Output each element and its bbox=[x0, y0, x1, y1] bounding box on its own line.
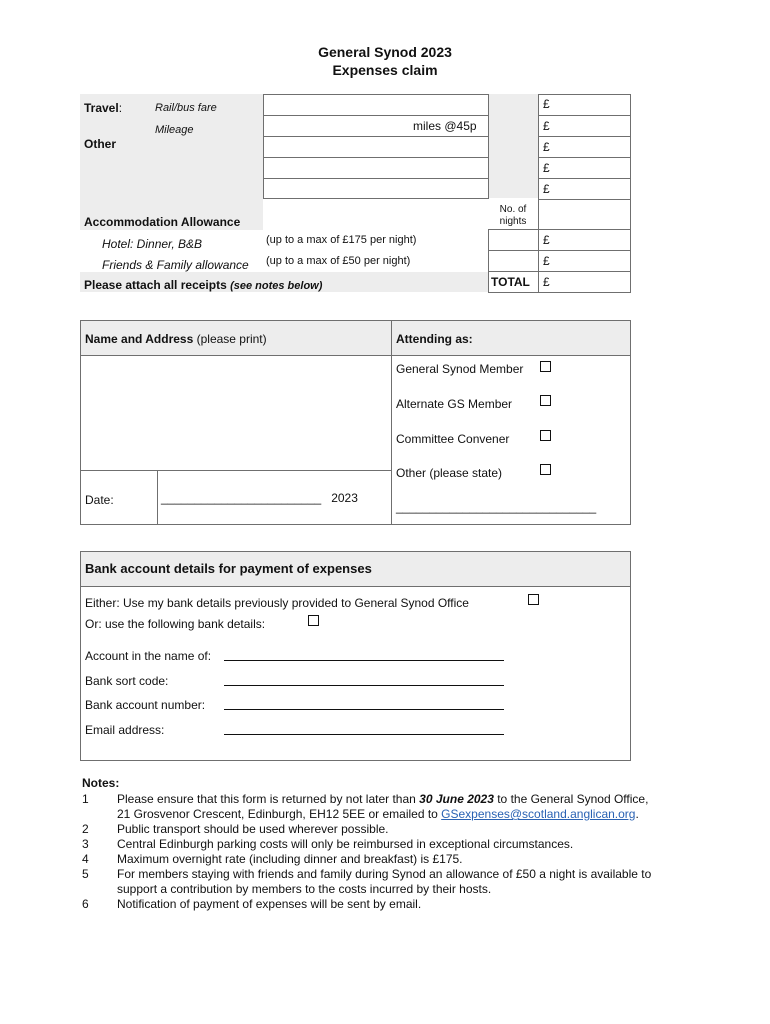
spacer-panel bbox=[488, 94, 538, 198]
note-4: Maximum overnight rate (including dinner and breakfast) is £175. bbox=[117, 852, 463, 866]
sort-code-field[interactable] bbox=[224, 685, 504, 686]
bank-or-label: Or: use the following bank details: bbox=[85, 617, 266, 631]
amount-mileage-field[interactable] bbox=[538, 115, 631, 137]
use-previous-details-checkbox[interactable] bbox=[528, 594, 539, 605]
travel-label: Travel: bbox=[84, 101, 123, 115]
pound-sign: £ bbox=[543, 233, 550, 247]
pound-sign: £ bbox=[543, 97, 550, 111]
note-number: 1 bbox=[82, 792, 89, 806]
note-1: Please ensure that this form is returned by not later than 30 June 2023 to the General Synod Office, 21 Grosvenor Crescent, Edinburgh, EH12 5EE or emailed to GSexpenses@scotland.anglican.org. bbox=[117, 792, 649, 821]
option-general-synod-member: General Synod Member bbox=[396, 362, 524, 376]
general-synod-member-checkbox[interactable] bbox=[540, 361, 551, 372]
details-divider bbox=[391, 321, 392, 524]
hotel-note: (up to a max of £175 per night) bbox=[266, 234, 417, 246]
amount-other-2-field[interactable] bbox=[538, 157, 631, 179]
friends-nights-field[interactable] bbox=[488, 250, 539, 272]
note-6: Notification of payment of expenses will be sent by email. bbox=[117, 897, 422, 911]
other-label: Other bbox=[84, 137, 117, 151]
date-label: Date: bbox=[85, 493, 114, 507]
note-number: 4 bbox=[82, 852, 89, 866]
rail-fare-details-field[interactable] bbox=[263, 94, 489, 116]
option-other: Other (please state) bbox=[396, 466, 503, 480]
note-number: 2 bbox=[82, 822, 89, 836]
amount-other-3-field[interactable] bbox=[538, 178, 631, 200]
form-title: General Synod 2023 bbox=[318, 44, 452, 60]
sort-code-label: Bank sort code: bbox=[85, 674, 169, 688]
option-committee-convener: Committee Convener bbox=[396, 432, 510, 446]
date-row-divider bbox=[157, 470, 158, 524]
rail-fare-label: Rail/bus fare bbox=[155, 102, 217, 114]
note-5: For members staying with friends and family during Synod an allowance of £50 a night is available to support a contribution by members to the costs incurred by their hosts. bbox=[117, 867, 652, 896]
committee-convener-checkbox[interactable] bbox=[540, 430, 551, 441]
hotel-amount-field[interactable] bbox=[538, 229, 631, 251]
amount-rail-field[interactable] bbox=[538, 94, 631, 116]
notes-heading: Notes: bbox=[82, 776, 120, 790]
friends-label: Friends & Family allowance bbox=[102, 258, 249, 272]
note-number: 6 bbox=[82, 897, 89, 911]
receipts-label: Please attach all receipts (see notes below) bbox=[84, 278, 323, 292]
email-link[interactable]: GSexpenses@scotland.anglican.org bbox=[441, 807, 636, 821]
other-field-1[interactable] bbox=[263, 136, 489, 158]
name-address-field[interactable] bbox=[82, 356, 390, 469]
pound-sign: £ bbox=[543, 254, 550, 268]
form-subtitle: Expenses claim bbox=[332, 62, 438, 78]
attending-label: Attending as: bbox=[396, 332, 473, 346]
friends-note: (up to a max of £50 per night) bbox=[266, 255, 411, 267]
total-label: TOTAL bbox=[491, 275, 530, 289]
pound-sign: £ bbox=[543, 182, 550, 196]
mileage-label: Mileage bbox=[155, 124, 194, 136]
accommodation-label: Accommodation Allowance bbox=[84, 215, 241, 229]
note-3: Central Edinburgh parking costs will only be reimbursed in exceptional circumstances. bbox=[117, 837, 574, 851]
bank-either-label: Either: Use my bank details previously provided to General Synod Office bbox=[85, 596, 469, 610]
account-number-label: Bank account number: bbox=[85, 698, 206, 712]
total-amount-field[interactable] bbox=[538, 271, 631, 293]
hotel-nights-field[interactable] bbox=[488, 229, 539, 251]
nights-header: No. of nights bbox=[499, 204, 527, 227]
other-checkbox[interactable] bbox=[540, 464, 551, 475]
use-following-details-checkbox[interactable] bbox=[308, 615, 319, 626]
email-address-label: Email address: bbox=[85, 723, 165, 737]
nights-header-spacer bbox=[538, 199, 631, 230]
note-2: Public transport should be used wherever possible. bbox=[117, 822, 389, 836]
date-field[interactable]: ________________________ 2023 bbox=[161, 491, 358, 505]
other-field-3[interactable] bbox=[263, 178, 489, 199]
hotel-label: Hotel: Dinner, B&B bbox=[102, 237, 203, 251]
pound-sign: £ bbox=[543, 161, 550, 175]
note-number: 3 bbox=[82, 837, 89, 851]
alternate-gs-member-checkbox[interactable] bbox=[540, 395, 551, 406]
pound-sign: £ bbox=[543, 140, 550, 154]
friends-amount-field[interactable] bbox=[538, 250, 631, 272]
pound-sign: £ bbox=[543, 275, 550, 289]
bank-title: Bank account details for payment of expenses bbox=[85, 561, 372, 576]
account-name-field[interactable] bbox=[224, 660, 504, 661]
note-number: 5 bbox=[82, 867, 89, 881]
account-number-field[interactable] bbox=[224, 709, 504, 710]
date-row-border bbox=[81, 470, 391, 471]
pound-sign: £ bbox=[543, 119, 550, 133]
name-address-label: Name and Address (please print) bbox=[85, 332, 267, 346]
amount-other-1-field[interactable] bbox=[538, 136, 631, 158]
other-state-field[interactable]: ______________________________ bbox=[396, 500, 597, 514]
account-name-label: Account in the name of: bbox=[85, 649, 212, 663]
miles-rate-label: miles @45p bbox=[413, 119, 477, 133]
email-address-field[interactable] bbox=[224, 734, 504, 735]
option-alternate-gs-member: Alternate GS Member bbox=[396, 397, 513, 411]
other-field-2[interactable] bbox=[263, 157, 489, 179]
